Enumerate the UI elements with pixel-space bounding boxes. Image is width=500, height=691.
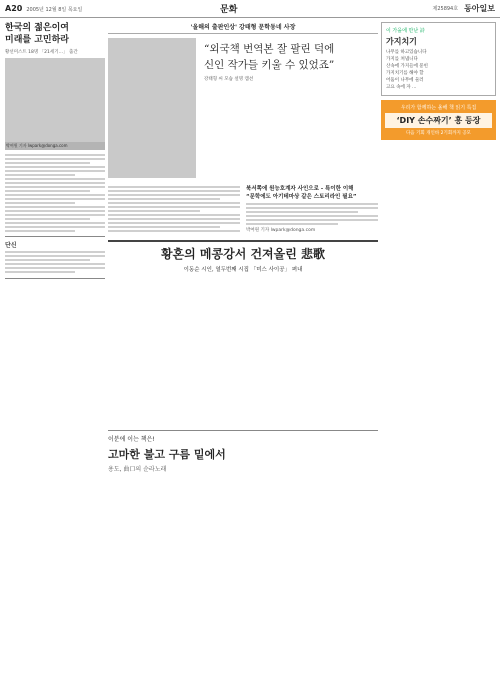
poem-tag: 이 가을에 만난 詩 [386, 28, 425, 34]
poetry-headline: 황혼의 메콩강서 건져올린 悲歌 [160, 247, 326, 261]
interview-author: 박여원 기자 lwpark@donga.com [246, 228, 316, 233]
bottom-area [108, 430, 378, 688]
interview-photo [108, 38, 196, 178]
interview-body-2 [246, 184, 378, 234]
bottom-subtitle: 용도, 曲口의 순라노래 [108, 466, 167, 473]
poem-card [381, 22, 496, 96]
interview-quote: “외국책 번역본 잘 팔린 덕에 신인 작가들 키울 수 있었죠” [204, 43, 335, 71]
promo-line-3: 다음 기회 개인바 2기회까지 공모 [405, 131, 472, 136]
issue-date: 2005년 12월 8일 목요일 [26, 7, 83, 13]
page-number: A20 [5, 4, 23, 13]
left-photo [5, 58, 105, 150]
header-left [0, 4, 82, 13]
left-photo-caption: 박여원 기자 lwpark@donga.com [5, 142, 105, 150]
left-news-brief [5, 236, 105, 279]
right-column [381, 22, 496, 140]
left-column [5, 22, 105, 279]
left-byline: 황선미스트 18명 「21세기…」 출간 [5, 50, 78, 55]
poem-body: 나무를 하고있습니다 가지를 쳐냅니다 산속에 가지들에 묻힌 가지치기를 해야 할 어둠이 나무에 둘러 고요 속에 자 ... [386, 50, 428, 90]
poem-title: 가지치기 [386, 36, 417, 46]
interview-label [108, 22, 378, 34]
newspaper-logo: 동아일보 [464, 3, 495, 13]
header-right [433, 3, 496, 14]
left-headline: 한국의 젊은이여 미래를 고민하라 [5, 23, 69, 45]
poetry-sub: 이동순 시인, 열두번째 시집 「미스 사이공」 펴내 [183, 267, 303, 273]
bottom-caption: 이분에 이는 책은! [108, 436, 155, 443]
interview-body [108, 184, 240, 234]
promo-line-1: 우리가 함께하는 올해 책 읽기 특집 [400, 105, 477, 111]
promo-box [381, 100, 496, 140]
page-header [0, 0, 500, 18]
interview-sub-headline: 북서쪽에 원능호계자 사인으로 - 특이한 이해 “문학에도 아기테마상 같은 스토리라인 필요” [246, 186, 357, 200]
bottom-title: 고마한 불고 구름 밑에서 [108, 448, 226, 461]
interview-label-text: '올해의 출판인상' 강태형 문학동네 사장 [190, 24, 296, 31]
interview-caption: 강태형 씨 모습 설명 캡션 [204, 77, 254, 82]
brief-title: 단신 [5, 242, 17, 249]
edition-number: 제25894호 [432, 6, 459, 12]
left-body [5, 154, 105, 232]
center-area [108, 22, 378, 277]
section-name: 문화 [220, 5, 238, 15]
promo-line-2: ‘DIY 손수짜기’ 흥 등장 [385, 113, 492, 128]
